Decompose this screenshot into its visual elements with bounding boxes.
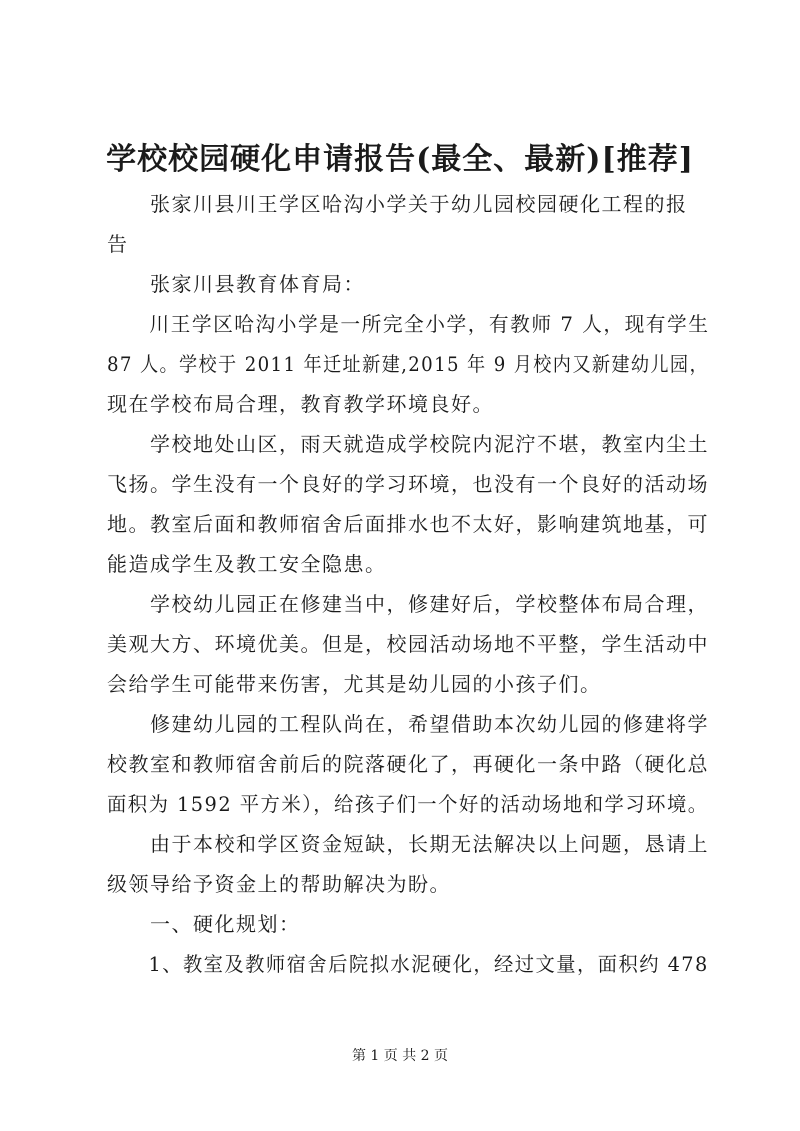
- paragraph: [107, 584, 709, 704]
- paragraph-line: 张家川县川王学区哈沟小学关于幼儿园校园硬化工程的报: [107, 192, 688, 216]
- paragraph-line: 面积为 1592 平方米），给孩子们一个好的活动场地和学习环境。: [107, 792, 709, 816]
- paragraph: [107, 904, 709, 944]
- page-footer: 第 1 页 共 2 页: [351, 1048, 449, 1064]
- paragraph-line: 告: [107, 232, 129, 256]
- paragraph-line: 学校地处山区，雨天就造成学校院内泥泞不堪，教室内尘土: [107, 432, 709, 456]
- paragraph-line: 现在学校布局合理，教育教学环境良好。: [107, 392, 494, 416]
- paragraph-line: 能造成学生及教工安全隐患。: [107, 552, 387, 576]
- document-body: [107, 184, 709, 984]
- document-title: 学校校园硬化申请报告(最全、最新)[推荐]: [106, 142, 694, 177]
- paragraph-line: 学校幼儿园正在修建当中，修建好后，学校整体布局合理，: [107, 592, 709, 616]
- paragraph-line: 张家川县教育体育局：: [107, 272, 365, 296]
- paragraph: [107, 184, 709, 264]
- paragraph: [107, 944, 709, 984]
- paragraph-line: 1、教室及教师宿舍后院拟水泥硬化，经过文量，面积约 478: [107, 952, 709, 976]
- paragraph-line: 会给学生可能带来伤害，尤其是幼儿园的小孩子们。: [107, 672, 602, 696]
- paragraph-line: 校教室和教师宿舍前后的院落硬化了，再硬化一条中路（硬化总: [107, 752, 709, 776]
- paragraph-line: 美观大方、环境优美。但是，校园活动场地不平整，学生活动中: [107, 632, 709, 656]
- paragraph-line: 由于本校和学区资金短缺，长期无法解决以上问题，恳请上: [107, 832, 709, 856]
- paragraph-line: 地。教室后面和教师宿舍后面排水也不太好，影响建筑地基，可: [107, 512, 709, 536]
- paragraph: [107, 264, 709, 304]
- paragraph-line: 87 人。学校于 2011 年迁址新建,2015 年 9 月校内又新建幼儿园，: [107, 352, 709, 376]
- paragraph: [107, 424, 709, 584]
- paragraph-line: 川王学区哈沟小学是一所完全小学，有教师 7 人，现有学生: [107, 312, 710, 336]
- paragraph-line: 级领导给予资金上的帮助解决为盼。: [107, 872, 451, 896]
- paragraph-line: 飞扬。学生没有一个良好的学习环境，也没有一个良好的活动场: [107, 472, 709, 496]
- paragraph: [107, 704, 709, 824]
- paragraph: [107, 304, 709, 424]
- paragraph-line: 一、硬化规划：: [107, 912, 301, 936]
- paragraph-line: 修建幼儿园的工程队尚在，希望借助本次幼儿园的修建将学: [107, 712, 709, 736]
- paragraph: [107, 824, 709, 904]
